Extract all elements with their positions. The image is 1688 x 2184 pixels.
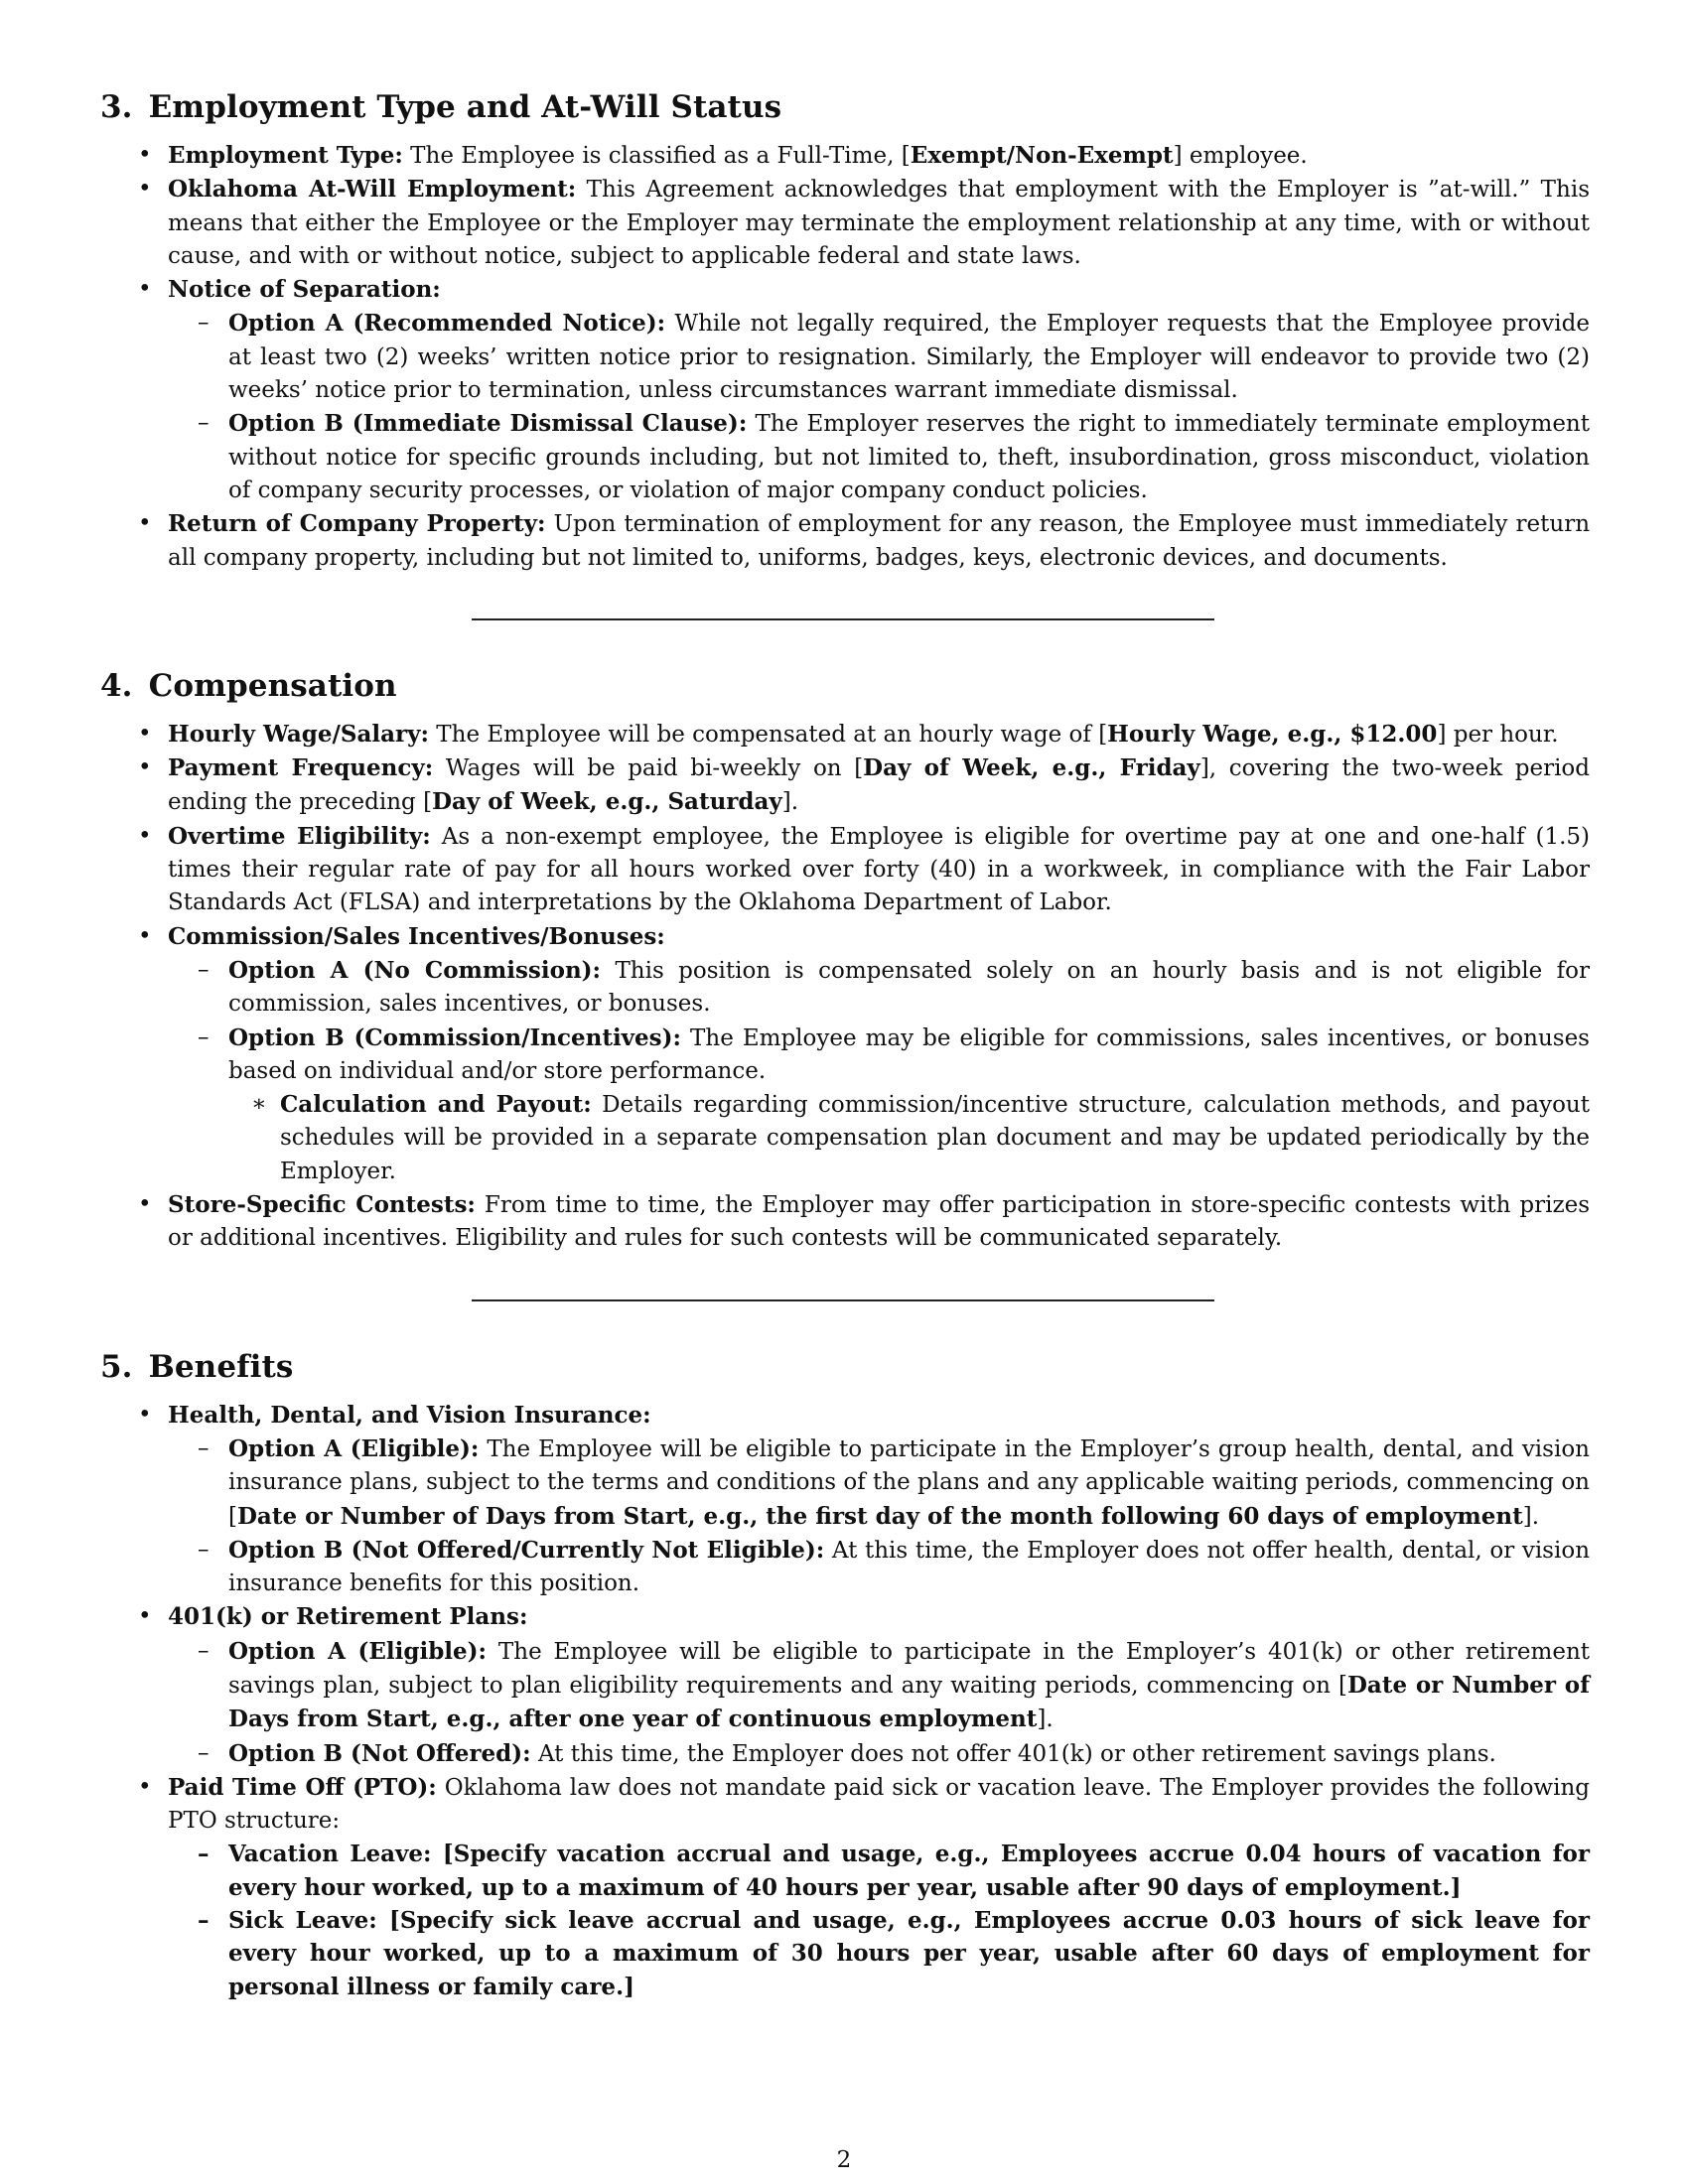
- list-item-employment-type: • Employment Type: The Employee is classified as a Full-Time, [Exempt/Non-Exempt] employee.: [100, 139, 1590, 173]
- list-item-retirement: • 401(k) or Retirement Plans:: [100, 1600, 1590, 1634]
- section-4-list: [100, 718, 1590, 1256]
- list-item-hourly-wage: • Hourly Wage/Salary: The Employee will be compensated at an hourly wage of [Hourly Wage, e.g., $12.00] per hour.: [100, 718, 1590, 751]
- list-item-commission: • Commission/Sales Incentives/Bonuses:: [100, 920, 1590, 954]
- section-3-heading: 3. Employment Type and At-Will Status: [100, 89, 782, 125]
- list-item-payment-frequency: • Payment Frequency: Wages will be paid bi-weekly on [Day of Week, e.g., Friday], covering the two-week period ending the preceding [Day of Week, e.g., Saturday].: [100, 751, 1590, 820]
- document-body: [100, 89, 1590, 2003]
- sub-item-retirement-option-b: – Option B (Not Offered): At this time, the Employer does not offer 401(k) or other retirement savings plans.: [100, 1737, 1590, 1771]
- section-5-heading: 5. Benefits: [100, 1348, 294, 1385]
- sub-item-commission-option-b: – Option B (Commission/Incentives): The Employee may be eligible for commissions, sales incentives, or bonuses based on individual and/or store performance.: [100, 1022, 1590, 1089]
- sub-item-vacation-leave: – Vacation Leave: [Specify vacation accrual and usage, e.g., Employees accrue 0.04 hours of vacation for every hour worked, up to a maximum of 40 hours per year, usable after 90 days of employment.]: [100, 1838, 1590, 1904]
- list-item-return-property: • Return of Company Property: Upon termination of employment for any reason, the Employee must immediately return all company property, including but not limited to, uniforms, badges, keys, electronic devices, and documents.: [100, 507, 1590, 575]
- sub-item-notice-option-b: – Option B (Immediate Dismissal Clause): The Employer reserves the right to immediately terminate employment without notice for specific grounds including, but not limited to, theft, insubordination, gross misconduct, violation of company security processes, or violation of major company conduct policies.: [100, 407, 1590, 507]
- section-4-heading: 4. Compensation: [100, 667, 397, 704]
- section-3-list: [100, 139, 1590, 575]
- sub-item-retirement-option-a: – Option A (Eligible): The Employee will be eligible to participate in the Employer’s 401(k) or other retirement savings plan, subject to plan eligibility requirements and any waiting periods, commencing on [Date or Number of Days from Start, e.g., after one year of continuous employment].: [100, 1635, 1590, 1737]
- sub-item-health-option-b: – Option B (Not Offered/Currently Not Eligible): At this time, the Employer does not offer health, dental, or vision insurance benefits for this position.: [100, 1534, 1590, 1601]
- sub-item-health-option-a: – Option A (Eligible): The Employee will be eligible to participate in the Employer’s group health, dental, and vision insurance plans, subject to the terms and conditions of the plans and any applicable waiting periods, commencing on [Date or Number of Days from Start, e.g., the first day of the month following 60 days of employment].: [100, 1433, 1590, 1534]
- sub-item-commission-option-a: – Option A (No Commission): This position is compensated solely on an hourly basis and is not eligible for commission, sales incentives, or bonuses.: [100, 954, 1590, 1022]
- list-item-notice-of-separation: • Notice of Separation:: [100, 273, 1590, 307]
- page-number: 2: [836, 2147, 852, 2173]
- sub-sub-item-calculation-payout: ∗ Calculation and Payout: Details regarding commission/incentive structure, calculation methods, and payout schedules will be provided in a separate compensation plan document and may be updated periodically by the Employer.: [100, 1088, 1590, 1188]
- sub-item-sick-leave: – Sick Leave: [Specify sick leave accrual and usage, e.g., Employees accrue 0.03 hours of sick leave for every hour worked, up to a maximum of 30 hours per year, usable after 60 days of employment for personal illness or family care.]: [100, 1904, 1590, 2003]
- list-item-overtime: • Overtime Eligibility: As a non-exempt employee, the Employee is eligible for overtime pay at one and one-half (1.5) times their regular rate of pay for all hours worked over forty (40) in a workweek, in compliance with the Fair Labor Standards Act (FLSA) and interpretations by the Oklahoma Department of Labor.: [100, 820, 1590, 920]
- sub-item-notice-option-a: – Option A (Recommended Notice): While not legally required, the Employer requests that the Employee provide at least two (2) weeks’ written notice prior to resignation. Similarly, the Employer will endeavor to provide two (2) weeks’ notice prior to termination, unless circumstances warrant immediate dismissal.: [100, 307, 1590, 407]
- list-item-health-insurance: • Health, Dental, and Vision Insurance:: [100, 1399, 1590, 1433]
- list-item-store-contests: • Store-Specific Contests: From time to time, the Employer may offer participation in store-specific contests with prizes or additional incentives. Eligibility and rules for such contests will be communicated separately.: [100, 1188, 1590, 1256]
- list-item-at-will: • Oklahoma At-Will Employment: This Agreement acknowledges that employment with the Employer is ”at-will.” This means that either the Employee or the Employer may terminate the employment relationship at any time, with or without cause, and with or without notice, subject to applicable federal and state laws.: [100, 173, 1590, 273]
- list-item-pto: • Paid Time Off (PTO): Oklahoma law does not mandate paid sick or vacation leave. The Employer provides the following PTO structure:: [100, 1771, 1590, 1839]
- section-5-list: [100, 1399, 1590, 2003]
